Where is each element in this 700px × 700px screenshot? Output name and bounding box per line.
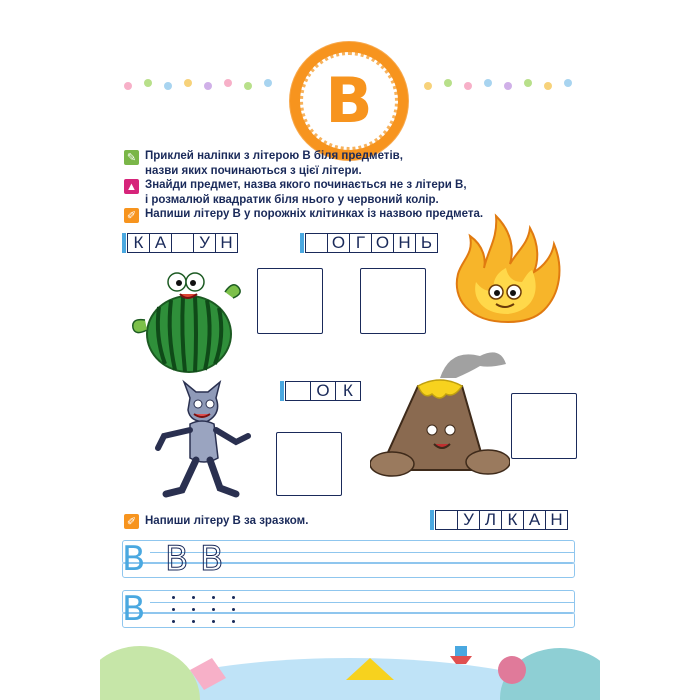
word-cells-fire: [300, 233, 438, 253]
cell-marker: [122, 233, 126, 253]
word-cells-watermelon: [122, 233, 238, 253]
letter-cell[interactable]: Г: [349, 233, 372, 253]
pen-icon: ✐: [124, 514, 139, 529]
sticker-icon: ✎: [124, 150, 139, 165]
letter-cell[interactable]: А: [523, 510, 546, 530]
cell-marker: [430, 510, 434, 530]
sample-letter-row-1: В: [122, 539, 146, 579]
instruction-3-line-1: Напиши літеру В у порожніх клітинках із назвою предмета.: [145, 208, 484, 220]
letter-cell-empty[interactable]: [171, 233, 194, 253]
trace-letter[interactable]: В: [165, 539, 189, 579]
letter-cell[interactable]: О: [371, 233, 394, 253]
bottom-decoration: [100, 628, 600, 700]
writing-guide-row-2-lower: [122, 612, 575, 628]
cell-marker: [280, 381, 284, 401]
letter-cell[interactable]: О: [327, 233, 350, 253]
instruction-2-line-2: і розмалюй квадратик біля нього у червоний колір.: [145, 194, 439, 206]
letter-cell[interactable]: Н: [545, 510, 568, 530]
letter-cell[interactable]: У: [457, 510, 480, 530]
instruction-3: [145, 207, 483, 222]
word-cells-volcano: [430, 510, 568, 530]
instruction-2-line-1: Знайди предмет, назва якого починається не з літери В,: [145, 179, 467, 191]
letter-badge: [290, 42, 408, 160]
instruction-2: [145, 178, 467, 208]
writing-instruction: Напиши літеру В за зразком.: [145, 515, 309, 527]
instruction-1: [145, 149, 403, 179]
instruction-1-line-1: Приклей наліпки з літерою В біля предметів,: [145, 150, 403, 162]
word-cells-wolf: [280, 381, 361, 401]
sticker-box-wolf[interactable]: [276, 432, 342, 496]
letter-cell[interactable]: Л: [479, 510, 502, 530]
sticker-box-fire[interactable]: [360, 268, 426, 334]
sticker-box-volcano[interactable]: [511, 393, 577, 459]
letter-cell[interactable]: Н: [393, 233, 416, 253]
letter-cell-empty[interactable]: [285, 381, 311, 401]
letter-cell[interactable]: К: [501, 510, 524, 530]
letter-badge-inner: [300, 52, 398, 150]
cell-marker: [300, 233, 304, 253]
letter-cell[interactable]: Н: [215, 233, 238, 253]
pen-icon: ✐: [124, 208, 139, 223]
letter-cell-empty[interactable]: [435, 510, 458, 530]
writing-midline-row-2: [150, 602, 575, 603]
volcano-illustration: [370, 338, 510, 478]
letter-cell[interactable]: К: [127, 233, 150, 253]
writing-guide-row-1-lower: [122, 562, 575, 578]
fire-illustration: [448, 210, 566, 328]
sticker-box-watermelon[interactable]: [257, 268, 323, 334]
sample-letter-row-2: В: [122, 589, 146, 629]
pencil-icon: ▲: [124, 179, 139, 194]
instruction-1-line-2: назви яких починаються з цієї літери.: [145, 165, 362, 177]
letter-cell[interactable]: А: [149, 233, 172, 253]
letter-cell[interactable]: У: [193, 233, 216, 253]
letter-cell[interactable]: Ь: [415, 233, 438, 253]
wolf-illustration: [150, 378, 255, 500]
letter-cell[interactable]: О: [310, 381, 336, 401]
big-letter: В: [325, 64, 373, 137]
letter-cell[interactable]: К: [335, 381, 361, 401]
watermelon-illustration: [125, 262, 250, 374]
trace-letter[interactable]: В: [200, 539, 224, 579]
letter-cell-empty[interactable]: [305, 233, 328, 253]
